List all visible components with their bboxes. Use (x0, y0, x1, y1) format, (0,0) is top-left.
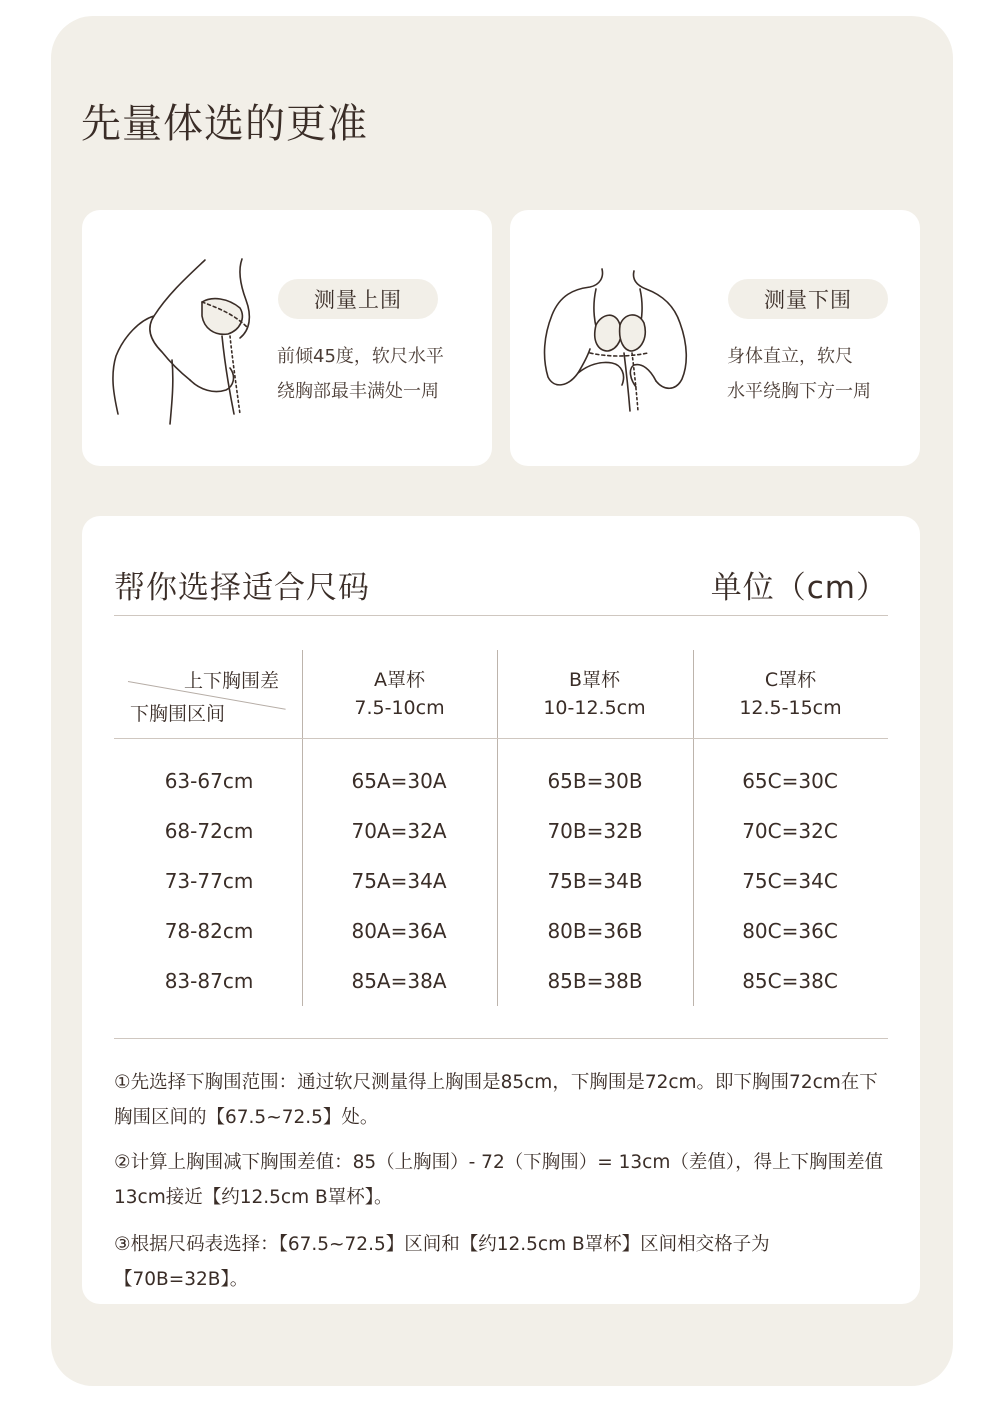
column-header-range: 10-12.5cm (543, 697, 646, 719)
band-cell: 73-77cm (164, 869, 254, 893)
size-cell: 75B=34B (547, 869, 643, 893)
divider (114, 1038, 888, 1039)
measure-lower-desc-line2: 水平绕胸下方一周 (727, 381, 871, 402)
size-cell: 75C=34C (742, 869, 838, 893)
column-header-cup: B罩杯 (568, 669, 621, 691)
size-cell: 75A=34A (351, 869, 447, 893)
measure-lower-illustration-icon (538, 265, 698, 415)
size-table-title: 帮你选择适合尺码 (114, 570, 370, 606)
measure-upper-desc-line2: 绕胸部最丰满处一周 (277, 381, 439, 402)
divider (114, 615, 888, 616)
size-table-card (82, 516, 920, 1304)
note-step-2: ②计算上胸围减下胸围差值：85（上胸围）- 72（下胸围）= 13cm（差值），得上下胸围差值13cm接近【约12.5cm B罩杯】。 (114, 1152, 884, 1208)
size-cell: 65B=30B (547, 769, 643, 793)
measure-lower-card (510, 210, 920, 466)
band-cell: 78-82cm (164, 919, 254, 943)
column-header-cup: C罩杯 (764, 669, 817, 691)
measure-upper-illustration-icon (110, 256, 260, 426)
size-cell: 80C=36C (742, 919, 838, 943)
size-cell: 80B=36B (547, 919, 643, 943)
column-header-cup: A罩杯 (374, 669, 425, 691)
header-divider (114, 738, 888, 739)
size-cell: 70A=32A (351, 819, 447, 843)
band-cell: 83-87cm (164, 969, 254, 993)
column-header-range: 7.5-10cm (354, 697, 445, 719)
column-header-c (693, 666, 888, 722)
size-cell: 70B=32B (547, 819, 643, 843)
measure-lower-label: 测量下围 (728, 279, 888, 319)
band-cell: 63-67cm (164, 769, 254, 793)
size-cell: 85A=38A (351, 969, 447, 993)
corner-header-bottom: 下胸围区间 (130, 703, 226, 725)
size-cell: 65C=30C (742, 769, 838, 793)
measure-lower-desc-line1: 身体直立，软尺 (727, 346, 853, 367)
size-cell: 70C=32C (742, 819, 838, 843)
column-header-b (497, 666, 692, 722)
size-table-unit: 单位（cm） (710, 570, 888, 606)
corner-header-top: 上下胸围差 (184, 670, 280, 692)
size-cell: 65A=30A (351, 769, 447, 793)
measure-upper-desc-line1: 前倾45度，软尺水平 (277, 346, 444, 367)
note-step-3: ③根据尺码表选择：【67.5~72.5】区间和【约12.5cm B罩杯】区间相交格子为【70B=32B】。 (114, 1234, 770, 1290)
page-title: 先量体选的更准 (81, 101, 368, 147)
measure-upper-card (82, 210, 492, 466)
size-cell: 80A=36A (351, 919, 447, 943)
column-header-range: 12.5-15cm (739, 697, 842, 719)
size-cell: 85C=38C (742, 969, 838, 993)
size-cell: 85B=38B (547, 969, 643, 993)
measure-upper-label: 测量上围 (278, 279, 438, 319)
band-cell: 68-72cm (164, 819, 254, 843)
note-step-1: ①先选择下胸围范围：通过软尺测量得上胸围是85cm，下胸围是72cm。即下胸围72cm在下胸围区间的【67.5~72.5】处。 (114, 1072, 878, 1128)
column-header-a (302, 666, 497, 722)
